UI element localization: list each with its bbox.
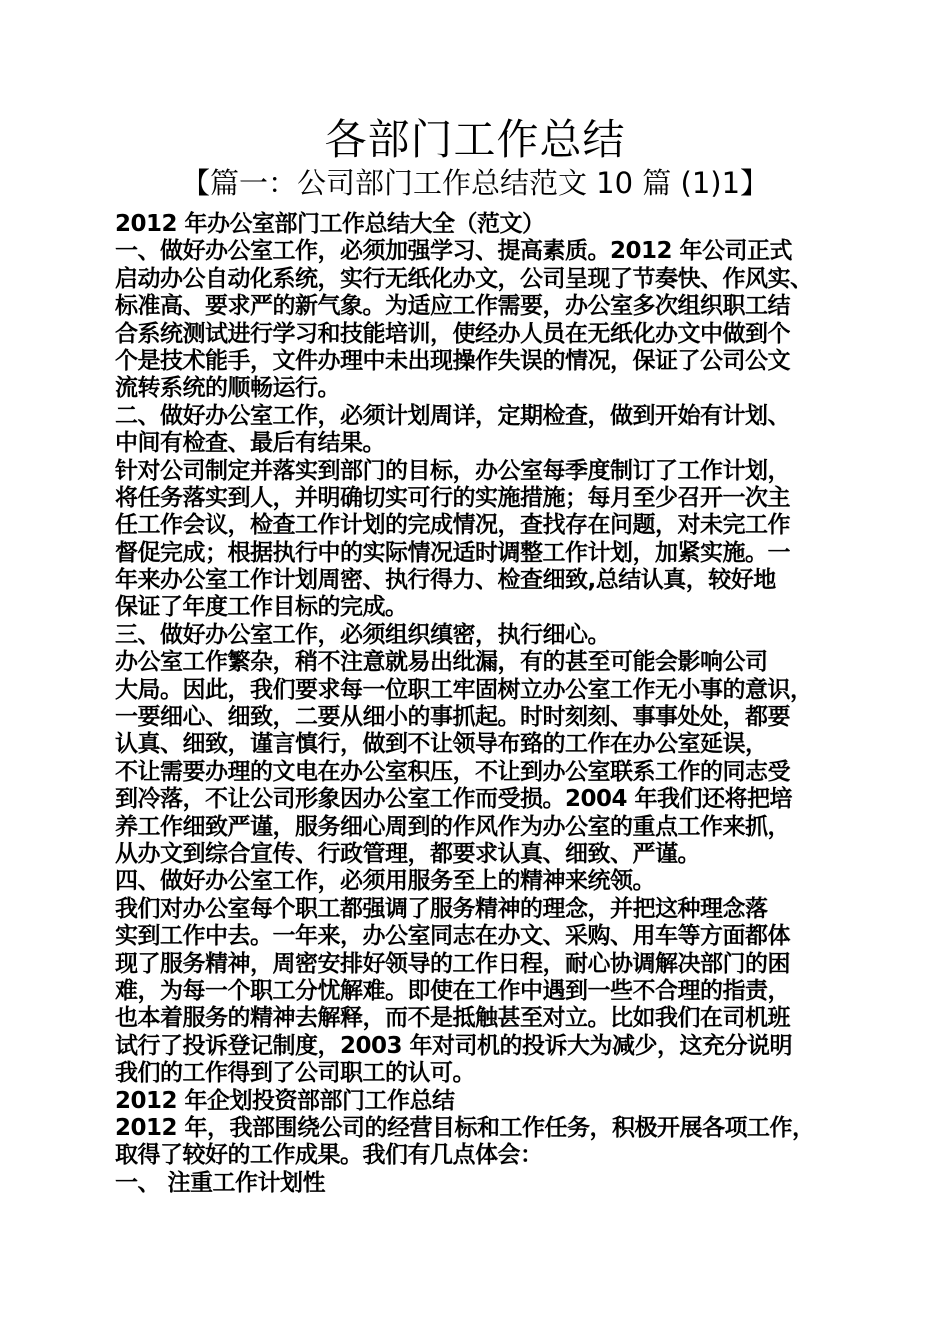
text-line: 任工作会议，检查工作计划的完成情况，查找存在问题，对未完工作	[115, 512, 790, 539]
text-line: 年来办公室工作计划周密、执行得力、检查细致,总结认真，较好地	[115, 567, 776, 594]
document-body	[115, 211, 845, 1197]
text-line: 取得了较好的工作成果。我们有几点体会：	[115, 1142, 543, 1169]
text-line: 启动办公自动化系统，实行无纸化办文，公司呈现了节奏快、作风实、	[115, 265, 813, 292]
text-line: 保证了年度工作目标的完成。	[115, 594, 408, 621]
text-line: 养工作细致严谨，服务细心周到的作风作为办公室的重点工作来抓，	[115, 813, 790, 840]
text-line: 一、 注重工作计划性	[115, 1169, 326, 1196]
text-line: 实到工作中去。一年来，办公室同志在办文、采购、用车等方面都体	[115, 923, 790, 950]
text-line: 办公室工作繁杂，稍不注意就易出纰漏，有的甚至可能会影响公司	[115, 649, 768, 676]
text-line: 2012 年，我部围绕公司的经营目标和工作任务，积极开展各项工作，	[115, 1114, 815, 1141]
document-title: 各部门工作总结	[324, 115, 626, 164]
text-line: 一要细心、细致，二要从细小的事抓起。时时刻刻、事事处处，都要	[115, 704, 790, 731]
text-line: 将任务落实到人，并明确切实可行的实施措施；每月至少召开一次主	[115, 484, 790, 511]
text-line: 试行了投诉登记制度，2003 年对司机的投诉大为减少，这充分说明	[115, 1032, 793, 1059]
text-line: 不让需要办理的文电在办公室积压，不让到办公室联系工作的同志受	[115, 758, 790, 785]
document-subtitle: 【篇一：公司部门工作总结范文 10 篇 (1)1】	[180, 166, 770, 200]
text-line: 认真、细致，谨言慎行，做到不让领导布臵的工作在办公室延误，	[115, 731, 768, 758]
text-line: 我们对办公室每个职工都强调了服务精神的理念，并把这种理念落	[115, 895, 768, 922]
text-line: 从办文到综合宣传、行政管理，都要求认真、细致、严谨。	[115, 840, 700, 867]
text-line: 合系统测试进行学习和技能培训，使经办人员在无纸化办文中做到个	[115, 320, 790, 347]
text-line: 2012 年办公室部门工作总结大全（范文）	[115, 211, 545, 237]
text-line: 难，为每一个职工分忧解难。即使在工作中遇到一些不合理的指责，	[115, 977, 790, 1004]
text-line: 流转系统的顺畅运行。	[115, 375, 340, 402]
text-line: 二、做好办公室工作，必须计划周详，定期检查，做到开始有计划、	[115, 402, 790, 429]
text-line: 2012 年企划投资部部门工作总结	[115, 1087, 455, 1114]
text-line: 我们的工作得到了公司职工的认可。	[115, 1060, 475, 1087]
text-line: 大局。因此，我们要求每一位职工牢固树立办公室工作无小事的意识，	[115, 676, 813, 703]
text-line: 也本着服务的精神去解释，而不是抵触甚至对立。比如我们在司机班	[115, 1005, 790, 1032]
text-line: 四、做好办公室工作，必须用服务至上的精神来统领。	[115, 868, 655, 895]
text-line: 现了服务精神，周密安排好领导的工作日程，耐心协调解决部门的困	[115, 950, 790, 977]
text-line: 个是技术能手，文件办理中未出现操作失误的情况，保证了公司公文	[115, 347, 790, 374]
text-line: 一、做好办公室工作，必须加强学习、提高素质。2012 年公司正式	[115, 238, 793, 265]
text-line: 到冷落，不让公司形象因办公室工作而受损。2004 年我们还将把培	[115, 786, 793, 813]
text-line: 中间有检查、最后有结果。	[115, 430, 385, 457]
text-line: 督促完成；根据执行中的实际情况适时调整工作计划，加紧实施。一	[115, 539, 790, 566]
text-line: 针对公司制定并落实到部门的目标，办公室每季度制订了工作计划，	[115, 457, 790, 484]
text-line: 三、做好办公室工作，必须组织缜密，执行细心。	[115, 621, 610, 648]
text-line: 标准高、要求严的新气象。为适应工作需要，办公室多次组织职工结	[115, 293, 790, 320]
